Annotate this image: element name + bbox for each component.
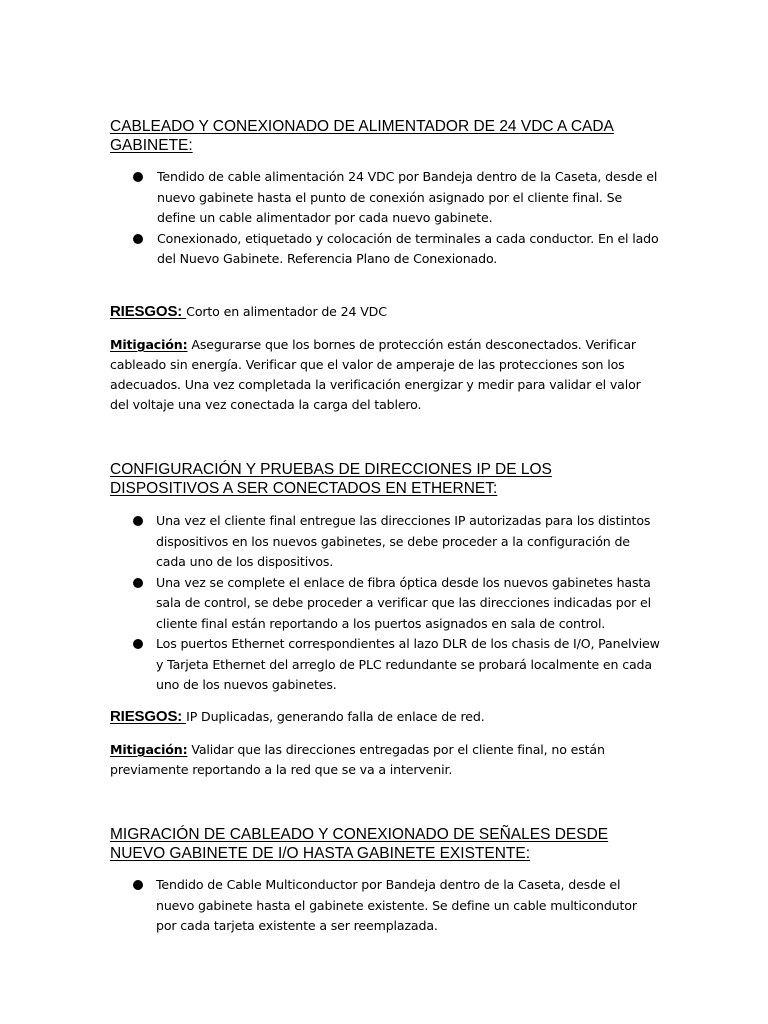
list-item-text: Una vez se complete el enlace de fibra óptica desde los nuevos gabinetes hasta sala de control, se debe proceder a verificar que las direcciones indicadas por el cliente final están reportando a los puertos asignados en sala de control. <box>156 574 651 631</box>
list-item <box>156 634 660 696</box>
list-item-text: Los puertos Ethernet correspondientes al lazo DLR de los chasis de I/O, Panelview y Tarjeta Ethernet del arreglo de PLC redundante se probará localmente en cada uno de los nuevos gabinetes. <box>156 636 660 692</box>
bullet-icon <box>133 639 143 649</box>
riesgos-label: RIESGOS: <box>110 708 187 725</box>
mitigacion-label: Mitigación: <box>110 337 188 352</box>
mitigacion-text: Asegurarse que los bornes de protección están desconectados. Verificar cableado sin energía. Verificar que el valor de amperaje de las protecciones son los adecuados. Una vez completada la verificación energizar y medir para validar el valor del voltaje una vez conectada la carga del tablero. <box>110 337 641 412</box>
section-1-riesgos <box>110 302 658 322</box>
list-item <box>157 229 659 270</box>
section-1-heading-line1: CABLEADO Y CONEXIONADO DE ALIMENTADOR DE 24 VDC A CADA <box>110 118 614 135</box>
section-2-heading-line1: CONFIGURACIÓN Y PRUEBAS DE DIRECCIONES IP DE LOS <box>110 461 552 478</box>
riesgos-label: RIESGOS: <box>110 303 187 320</box>
mitigacion-text: Validar que las direcciones entregadas por el cliente final, no están previamente reportando a la red que se va a intervenir. <box>110 742 605 777</box>
list-item-text: Conexionado, etiquetado y colocación de terminales a cada conductor. En el lado del Nuevo Gabinete. Referencia Plano de Conexionado. <box>157 230 659 266</box>
section-3-heading <box>110 825 670 863</box>
section-1-bullet-list <box>157 167 659 270</box>
section-1-mitigacion <box>110 335 658 415</box>
list-item <box>157 167 659 229</box>
section-2-riesgos <box>110 707 658 727</box>
section-2-mitigacion <box>110 740 658 780</box>
bullet-icon <box>133 172 143 182</box>
mitigacion-label: Mitigación: <box>110 742 188 757</box>
list-item-text: Tendido de cable alimentación 24 VDC por Bandeja dentro de la Caseta, desde el nuevo gabinete hasta el punto de conexión asignado por el cliente final. Se define un cable alimentador por cada nuevo gabinete. <box>157 169 658 225</box>
bullet-icon <box>133 516 143 526</box>
list-item <box>156 875 656 937</box>
riesgos-text: Corto en alimentador de 24 VDC <box>186 304 387 319</box>
bullet-icon <box>133 234 143 244</box>
section-1-heading <box>110 117 670 155</box>
section-2-bullet-list <box>156 511 660 696</box>
section-3-bullet-list <box>156 875 656 937</box>
list-item <box>156 511 660 573</box>
bullet-icon <box>133 880 143 890</box>
list-item <box>156 573 660 635</box>
section-2-heading <box>110 460 670 498</box>
bullet-icon <box>133 578 143 588</box>
list-item-text: Una vez el cliente final entregue las direcciones IP autorizadas para los distintos dispositivos en los nuevos gabinetes, se debe proceder a la configuración de cada uno de los dispositivos. <box>156 513 651 569</box>
section-3-heading-line1: MIGRACIÓN DE CABLEADO Y CONEXIONADO DE SEÑALES DESDE <box>110 826 609 843</box>
section-1-heading-line2: GABINETE: <box>110 137 193 154</box>
riesgos-text: IP Duplicadas, generando falla de enlace de red. <box>186 709 485 724</box>
list-item-text: Tendido de Cable Multiconductor por Bandeja dentro de la Caseta, desde el nuevo gabinete hasta el gabinete existente. Se define un cable multicondutor por cada tarjeta existente a ser reemplazada. <box>156 877 637 933</box>
section-2-heading-line2: DISPOSITIVOS A SER CONECTADOS EN ETHERNET: <box>110 480 498 497</box>
section-3-heading-line2: NUEVO GABINETE DE I/O HASTA GABINETE EXISTENTE: <box>110 845 531 862</box>
